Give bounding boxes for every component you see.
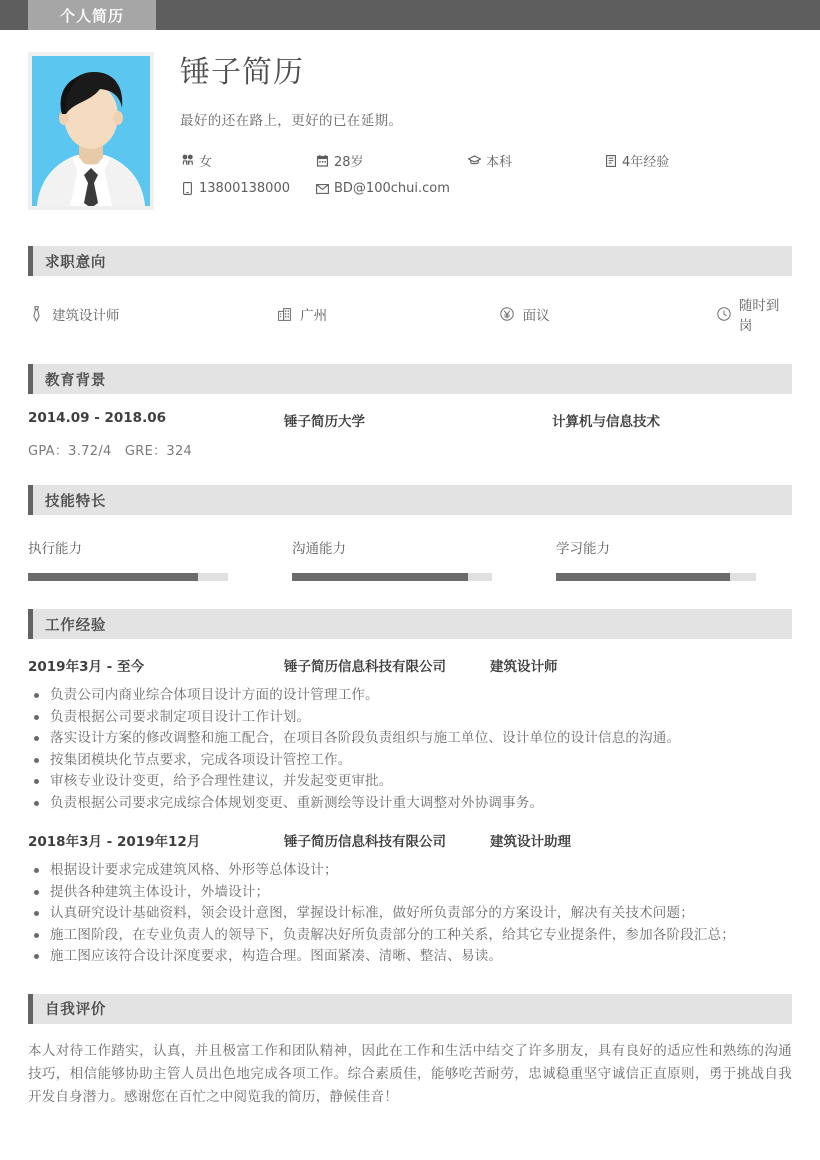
resume-tab[interactable]	[28, 0, 156, 30]
resume-tab-label: 个人简历	[59, 6, 124, 25]
meta-age-text: 28岁	[334, 155, 364, 170]
meta-email-text: BD@100chui.com	[334, 181, 450, 196]
list-item: 落实设计方案的修改调整和施工配合，在项目各阶段负责组织与施工单位、设计单位的设计信息的沟通。	[28, 728, 792, 750]
phone-icon	[180, 182, 195, 195]
building-icon	[276, 308, 293, 321]
profile-meta-row-1	[180, 151, 792, 170]
intention-position-text: 建筑设计师	[52, 308, 120, 324]
envelope-icon	[315, 184, 330, 194]
skill-progress-track	[556, 573, 756, 581]
page-title: 锤子简历	[180, 55, 304, 90]
skill-progress-fill	[292, 573, 468, 581]
section-title-self-evaluation: 自我评价	[45, 1002, 107, 1018]
skill-progress-track	[28, 573, 228, 581]
intention-row	[28, 276, 792, 338]
skill-item	[556, 537, 792, 581]
list-item: 施工图应该符合设计深度要求，构造合理。图面紧凑、清晰、整洁、易读。	[28, 946, 792, 968]
avatar	[28, 52, 154, 210]
skill-label: 学习能力	[556, 541, 610, 557]
list-item: 负责公司内商业综合体项目设计方面的设计管理工作。	[28, 685, 792, 707]
resume-page	[0, 30, 820, 1109]
meta-gender-text: 女	[199, 155, 213, 170]
section-header-intention	[28, 246, 792, 276]
work-job-bullets	[28, 860, 792, 968]
intention-salary-text: 面议	[522, 308, 550, 324]
work-job-date: 2018年3月 - 2019年12月	[28, 834, 201, 850]
section-title-work: 工作经验	[45, 617, 107, 634]
list-item: 负责根据公司要求制定项目设计工作计划。	[28, 707, 792, 729]
avatar-illustration	[32, 56, 150, 206]
work-job-header	[28, 655, 792, 675]
meta-age	[315, 151, 467, 170]
calendar-icon	[315, 155, 330, 167]
intention-availability-text: 随时到岗	[738, 298, 780, 334]
document-icon	[603, 155, 618, 167]
top-bar	[0, 0, 820, 30]
work-job-company: 锤子简历信息科技有限公司	[284, 834, 446, 850]
work-job	[28, 639, 792, 814]
yen-icon	[499, 307, 516, 321]
section-header-education	[28, 364, 792, 394]
skill-progress-fill	[28, 573, 198, 581]
work-job-role: 建筑设计助理	[490, 834, 571, 850]
section-accent-bar	[28, 364, 33, 394]
list-item: 负责根据公司要求完成综合体规划变更、重新测绘等设计重大调整对外协调事务。	[28, 793, 792, 815]
list-item: 按集团模块化节点要求，完成各项设计管控工作。	[28, 750, 792, 772]
work-job-header	[28, 830, 792, 850]
graduation-cap-icon	[467, 155, 482, 166]
meta-experience-text: 4年经验	[622, 155, 670, 170]
section-title-education: 教育背景	[45, 372, 107, 389]
section-accent-bar	[28, 994, 33, 1024]
section-accent-bar	[28, 609, 33, 639]
intention-city	[276, 294, 499, 334]
section-header-self-evaluation	[28, 994, 792, 1024]
gender-icon	[180, 154, 195, 167]
section-header-work	[28, 609, 792, 639]
skill-label: 执行能力	[28, 541, 82, 557]
meta-education	[467, 151, 603, 170]
section-accent-bar	[28, 246, 33, 276]
education-school: 锤子简历大学	[284, 414, 365, 430]
intention-availability	[715, 294, 792, 334]
necktie-icon	[28, 306, 45, 322]
section-title-skills: 技能特长	[45, 493, 107, 510]
self-evaluation-text: 本人对待工作踏实，认真，并且极富工作和团队精神，因此在工作和生活中结交了许多朋友，具有良好的适应性和熟练的沟通技巧，相信能够协助主管人员出色地完成各项工作。综合素质佳，能够吃苦耐劳，忠诚稳重坚守诚信正直原则，勇于挑战自我开发自身潜力。感谢您在百忙之中阅览我的简历，静候佳音！	[28, 1042, 792, 1105]
education-major: 计算机与信息技术	[552, 414, 660, 430]
meta-education-text: 本科	[486, 155, 513, 170]
meta-email	[315, 181, 467, 196]
profile-motto: 最好的还在路上，更好的已在延期。	[180, 113, 403, 129]
work-job-company: 锤子简历信息科技有限公司	[284, 659, 446, 675]
section-title-intention: 求职意向	[45, 254, 107, 271]
intention-salary	[499, 294, 716, 334]
meta-phone-text: 13800138000	[199, 181, 290, 196]
work-job-date: 2019年3月 - 至今	[28, 659, 144, 675]
work-job	[28, 814, 792, 968]
skill-progress-fill	[556, 573, 730, 581]
skill-item	[292, 537, 528, 581]
profile-details	[180, 52, 792, 207]
list-item: 认真研究设计基础资料，领会设计意图，掌握设计标准，做好所负责部分的方案设计，解决有关技术问题；	[28, 903, 792, 925]
meta-experience	[603, 151, 743, 170]
list-item: 根据设计要求完成建筑风格、外形等总体设计；	[28, 860, 792, 882]
intention-position	[28, 294, 276, 334]
profile-header	[28, 30, 792, 220]
work-job-bullets	[28, 685, 792, 814]
profile-meta-row-2	[180, 181, 792, 196]
section-accent-bar	[28, 485, 33, 515]
list-item: 提供各种建筑主体设计，外墙设计；	[28, 882, 792, 904]
skill-progress-track	[292, 573, 492, 581]
profile-meta	[180, 151, 792, 196]
meta-gender	[180, 151, 315, 170]
clock-icon	[715, 307, 732, 321]
skill-item	[28, 537, 264, 581]
work-job-role: 建筑设计师	[490, 659, 558, 675]
list-item: 施工图阶段，在专业负责人的领导下，负责解决好所负责部分的工种关系，给其它专业提条件，参加各阶段汇总；	[28, 925, 792, 947]
section-header-skills	[28, 485, 792, 515]
list-item: 审核专业设计变更，给予合理性建议，并发起变更审批。	[28, 771, 792, 793]
intention-city-text: 广州	[300, 308, 328, 324]
education-scores: GPA：3.72/4 GRE：324	[28, 444, 193, 459]
skill-label: 沟通能力	[292, 541, 346, 557]
meta-phone	[180, 181, 315, 196]
skills-row	[28, 515, 792, 583]
education-date: 2014.09 - 2018.06	[28, 410, 166, 426]
education-entry	[28, 394, 792, 430]
